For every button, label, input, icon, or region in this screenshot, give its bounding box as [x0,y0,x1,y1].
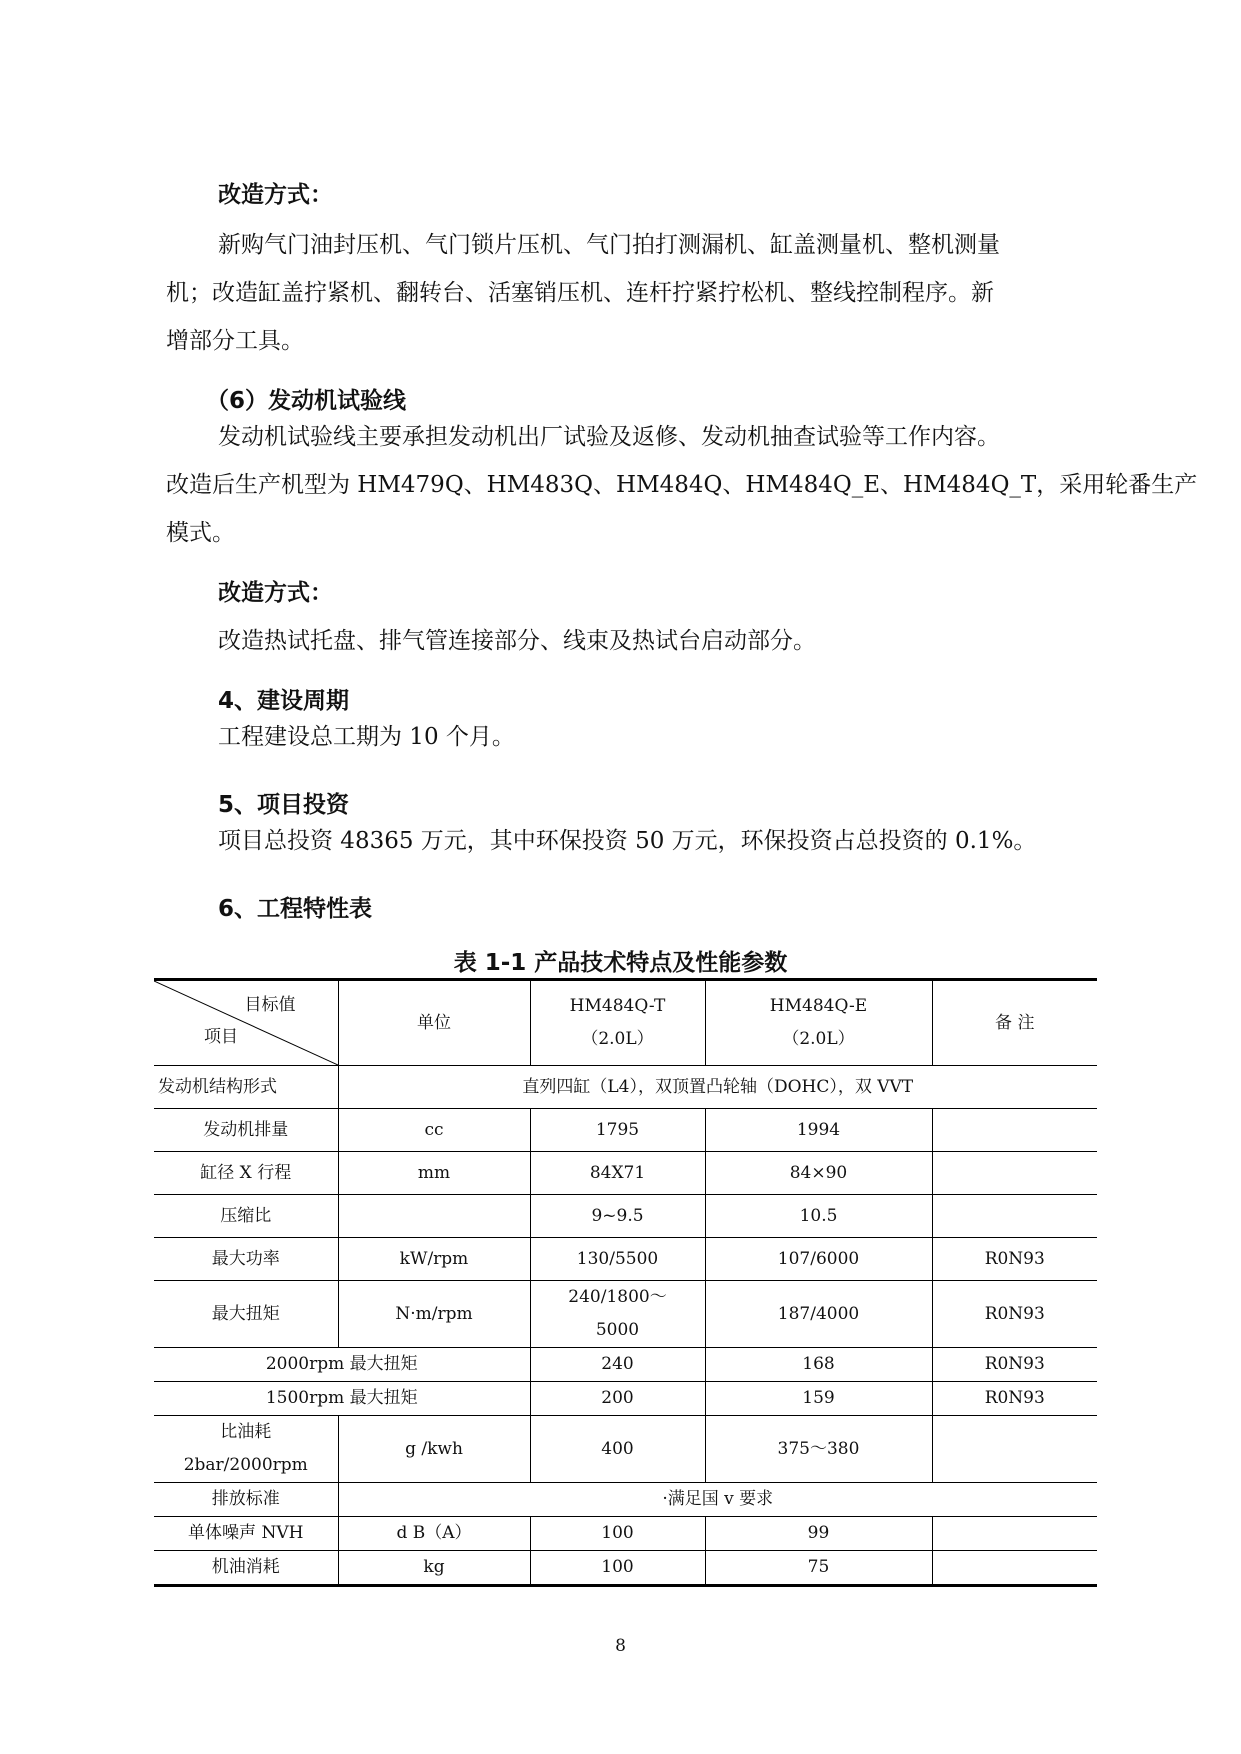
header-unit: 单位 [338,980,530,1066]
cell-item: 最大扭矩 [154,1281,338,1348]
heading-project-investment: 5、项目投资 [218,792,350,818]
header-displacement: （2.0L） [782,1029,855,1049]
header-model-name: HM484Q-T [569,996,666,1016]
table-caption: 表 1-1 产品技术特点及性能参数 [453,950,788,976]
cell-e: 168 [705,1348,932,1382]
table-row [154,1551,1097,1586]
paragraph-line: 改造后生产机型为 HM479Q、HM483Q、HM484Q、HM484Q_E、HM484Q_T，采用轮番生产 [166,472,1198,498]
cell-t: 84X71 [530,1152,705,1195]
item-label: 项目 [204,1027,238,1047]
cell-remark [932,1517,1097,1551]
cell-structure-value: 直列四缸（L4），双顶置凸轮轴（DOHC），双 VVT [338,1066,1097,1109]
cell-item: 压缩比 [154,1195,338,1238]
cell-unit: N·m/rpm [338,1281,530,1348]
cell-item-line: 比油耗 [220,1422,272,1442]
target-value-label: 目标值 [244,995,296,1015]
table-row [154,1483,1097,1517]
cell-remark [932,1152,1097,1195]
cell-t: 100 [530,1517,705,1551]
cell-t: 9~9.5 [530,1195,705,1238]
cell-remark [932,1551,1097,1586]
cell-remark: R0N93 [932,1382,1097,1416]
table-row [154,1195,1097,1238]
table-row [154,1152,1097,1195]
paragraph-line: 新购气门油封压机、气门锁片压机、气门拍打测漏机、缸盖测量机、整机测量 [218,232,1000,258]
cell-item: 单体噪声 NVH [154,1517,338,1551]
table-row [154,1066,1097,1109]
cell-unit: kg [338,1551,530,1586]
cell-t-line: 5000 [595,1320,640,1340]
cell-e: 84×90 [705,1152,932,1195]
cell-unit [338,1195,530,1238]
cell-unit: g /kwh [338,1416,530,1483]
cell-item: 发动机结构形式 [154,1066,338,1109]
spec-table [154,978,1097,1587]
cell-unit: kW/rpm [338,1238,530,1281]
cell-t: 240 [530,1348,705,1382]
table-header-row [154,980,1097,1066]
cell-item-line: 2bar/2000rpm [183,1455,308,1475]
header-hm484q-e [705,980,932,1066]
cell-item [154,1416,338,1483]
cell-e: 99 [705,1517,932,1551]
cell-remark [932,1416,1097,1483]
cell-t: 200 [530,1382,705,1416]
diagonal-header-cell [154,980,338,1066]
cell-t: 130/5500 [530,1238,705,1281]
cell-unit: cc [338,1109,530,1152]
cell-remark [932,1195,1097,1238]
cell-emission-value: ·满足国 v 要求 [338,1483,1097,1517]
cell-item: 缸径 X 行程 [154,1152,338,1195]
cell-e: 10.5 [705,1195,932,1238]
cell-remark: R0N93 [932,1348,1097,1382]
paragraph-line: 机；改造缸盖拧紧机、翻转台、活塞销压机、连杆拧紧拧松机、整线控制程序。新 [166,280,994,306]
cell-t: 1795 [530,1109,705,1152]
heading-engineering-table: 6、工程特性表 [218,896,373,922]
heading-construction-period: 4、建设周期 [218,688,350,714]
cell-item: 2000rpm 最大扭矩 [154,1348,530,1382]
paragraph-line: 改造热试托盘、排气管连接部分、线束及热试台启动部分。 [218,628,816,654]
paragraph-line: 模式。 [166,520,235,546]
header-displacement: （2.0L） [581,1029,654,1049]
table-row [154,1238,1097,1281]
cell-remark: R0N93 [932,1281,1097,1348]
cell-e: 375～380 [705,1416,932,1483]
table-row [154,1416,1097,1483]
header-remark: 备 注 [932,980,1097,1066]
cell-item: 最大功率 [154,1238,338,1281]
header-hm484q-t [530,980,705,1066]
cell-remark [932,1109,1097,1152]
cell-item: 1500rpm 最大扭矩 [154,1382,530,1416]
cell-e: 159 [705,1382,932,1416]
cell-t [530,1281,705,1348]
cell-e: 107/6000 [705,1238,932,1281]
heading-retrofit-method-2: 改造方式： [218,580,333,606]
heading-retrofit-method: 改造方式： [218,182,333,208]
paragraph-line: 工程建设总工期为 10 个月。 [218,724,515,750]
heading-engine-test-line: （6）发动机试验线 [206,388,407,414]
table-row [154,1382,1097,1416]
paragraph-line: 增部分工具。 [166,328,304,354]
cell-t: 400 [530,1416,705,1483]
header-model-name: HM484Q-E [769,996,868,1016]
cell-t: 100 [530,1551,705,1586]
paragraph-line: 项目总投资 48365 万元，其中环保投资 50 万元，环保投资占总投资的 0.1%。 [218,828,1037,854]
cell-unit: d B（A） [338,1517,530,1551]
cell-item: 机油消耗 [154,1551,338,1586]
cell-remark: R0N93 [932,1238,1097,1281]
cell-e: 187/4000 [705,1281,932,1348]
cell-e: 1994 [705,1109,932,1152]
paragraph-line: 发动机试验线主要承担发动机出厂试验及返修、发动机抽查试验等工作内容。 [218,424,1000,450]
cell-unit: mm [338,1152,530,1195]
page-number: 8 [615,1636,626,1656]
table-row [154,1281,1097,1348]
table-row [154,1348,1097,1382]
cell-e: 75 [705,1551,932,1586]
cell-item: 发动机排量 [154,1109,338,1152]
cell-item: 排放标准 [154,1483,338,1517]
table-row [154,1109,1097,1152]
table-row [154,1517,1097,1551]
cell-t-line: 240/1800～ [568,1287,667,1307]
